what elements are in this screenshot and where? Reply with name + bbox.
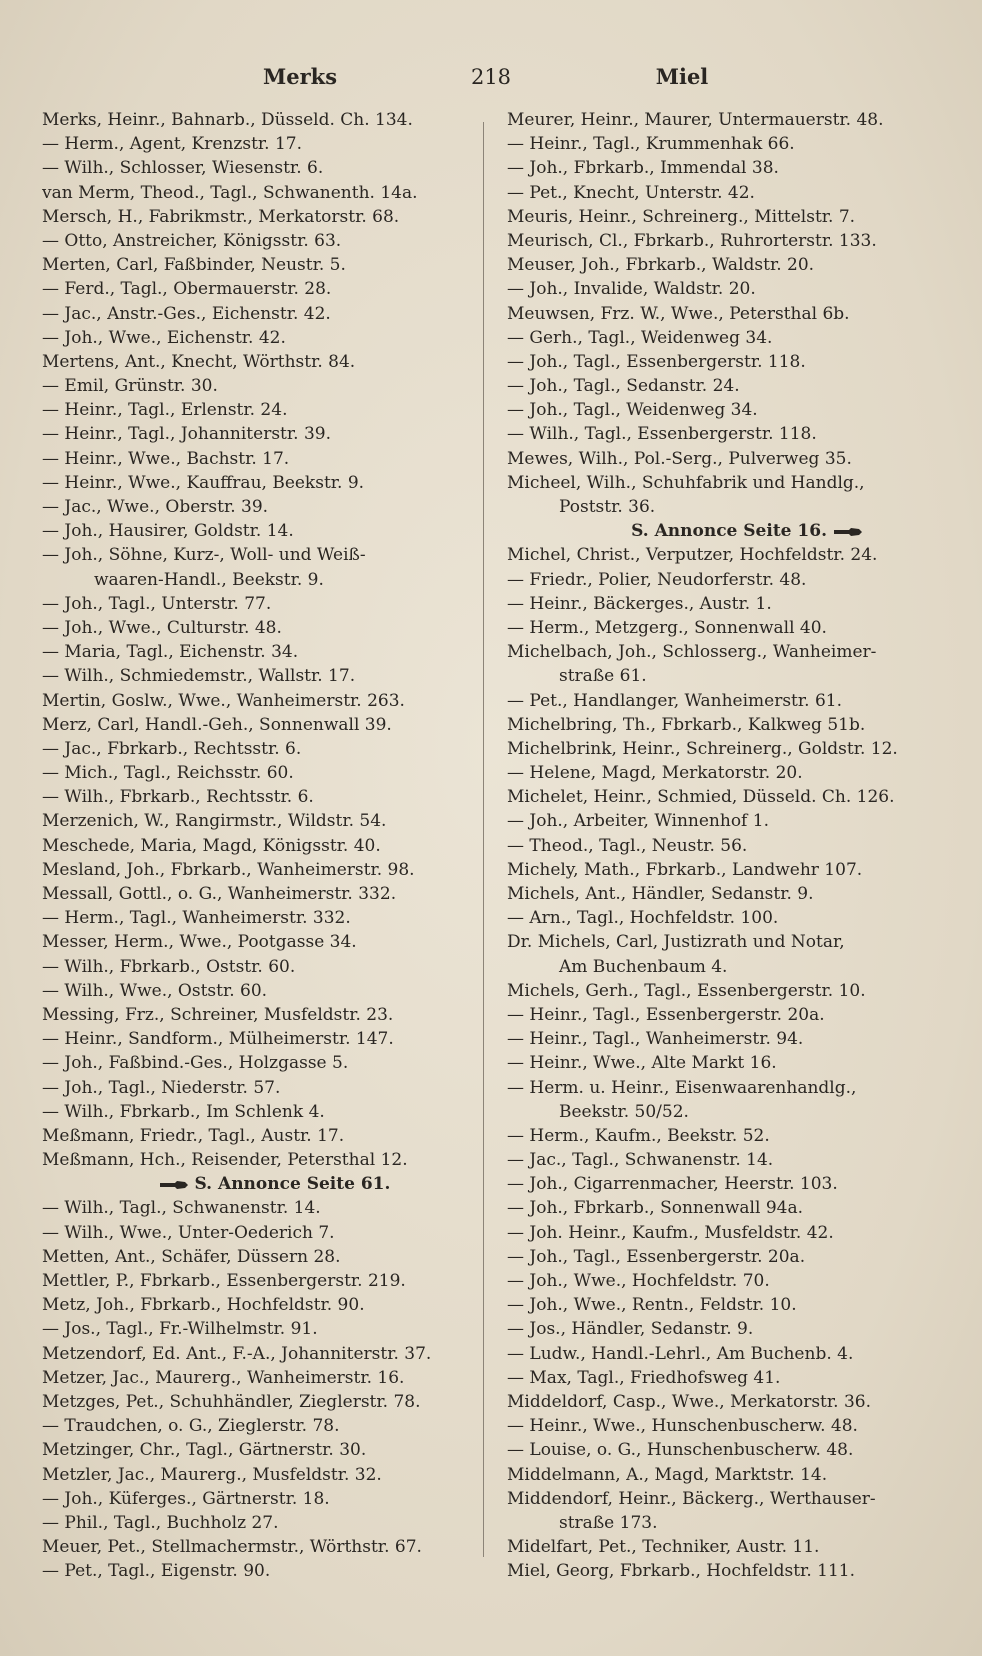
entry-text: Metzer, Jac., Maurerg., Wanheimerstr. 16. [42, 1367, 405, 1388]
right-column-entry [507, 979, 947, 1003]
left-column-entry [42, 1559, 467, 1583]
right-column-entry [507, 1317, 947, 1341]
entry-text: Mersch, H., Fabrikmstr., Merkatorstr. 68. [42, 206, 400, 227]
right-column-entry [507, 1196, 947, 1220]
entry-text: — Heinr., Tagl., Essenbergerstr. 20a. [507, 1004, 825, 1025]
entry-text: — Heinr., Sandform., Mülheimerstr. 147. [42, 1029, 394, 1050]
left-column-entry [42, 181, 467, 205]
left-column-entry [42, 1076, 467, 1100]
entry-text: Michelbach, Joh., Schlosserg., Wanheimer- [507, 642, 877, 663]
entry-text: — Joh., Wwe., Eichenstr. 42. [42, 327, 286, 348]
right-column-entry [507, 108, 947, 132]
entry-text: Meßmann, Friedr., Tagl., Austr. 17. [42, 1125, 345, 1146]
entry-text: straße 173. [559, 1512, 658, 1533]
right-column-entry [507, 374, 947, 398]
entry-text: Middeldorf, Casp., Wwe., Merkatorstr. 36. [507, 1391, 871, 1412]
entry-text: Meuer, Pet., Stellmachermstr., Wörthstr. 67. [42, 1537, 422, 1558]
entry-text: — Joh., Wwe., Culturstr. 48. [42, 617, 282, 638]
entry-text: — Otto, Anstreicher, Königsstr. 63. [42, 230, 342, 251]
entry-text: Meschede, Maria, Magd, Königsstr. 40. [42, 835, 381, 856]
right-column-entry [507, 253, 947, 277]
right-column-entry [507, 1559, 947, 1583]
left-column-entry [42, 785, 467, 809]
left-column-entry [42, 979, 467, 1003]
entry-text: Meuris, Heinr., Schreinerg., Mittelstr. 7. [507, 206, 856, 227]
left-column-entry [42, 1390, 467, 1414]
left-column-entry [42, 1124, 467, 1148]
entry-text: — Joh., Tagl., Essenbergerstr. 118. [507, 351, 806, 372]
entry-text: Michel, Christ., Verputzer, Hochfeldstr. 24. [507, 545, 878, 566]
entry-text: — Joh. Heinr., Kaufm., Musfeldstr. 42. [507, 1222, 834, 1243]
entry-text: — Heinr., Wwe., Alte Markt 16. [507, 1053, 777, 1074]
left-column-entry [42, 592, 467, 616]
right-column-entry [507, 543, 947, 567]
entry-text: — Wilh., Schmiedemstr., Wallstr. 17. [42, 666, 356, 687]
right-column-entry [507, 1269, 947, 1293]
entry-text: — Heinr., Tagl., Johanniterstr. 39. [42, 424, 331, 445]
right-column-entry [507, 955, 947, 979]
right-column-entry [507, 616, 947, 640]
entry-text: van Merm, Theod., Tagl., Schwanenth. 14a. [42, 182, 418, 203]
left-column-entry [42, 761, 467, 785]
entry-text: — Wilh., Fbrkarb., Im Schlenk 4. [42, 1101, 325, 1122]
right-column-entry [507, 422, 947, 446]
entry-text: Metten, Ant., Schäfer, Düssern 28. [42, 1246, 341, 1267]
left-column-entry [42, 1511, 467, 1535]
entry-text: — Heinr., Bäckerges., Austr. 1. [507, 593, 772, 614]
entry-text: Merz, Carl, Handl.-Geh., Sonnenwall 39. [42, 714, 392, 735]
left-column-entry [42, 930, 467, 954]
left-column-entry [42, 350, 467, 374]
entry-text: Metzinger, Chr., Tagl., Gärtnerstr. 30. [42, 1440, 367, 1461]
entry-text: S. Annonce Seite 16. [631, 521, 827, 542]
right-column-entry [507, 302, 947, 326]
right-column-entry [507, 1076, 947, 1100]
entry-text: — Gerh., Tagl., Weidenweg 34. [507, 327, 773, 348]
left-column-entry [42, 1317, 467, 1341]
right-column-entry [507, 132, 947, 156]
left-column-entry [42, 1148, 467, 1172]
left-column-entry [42, 737, 467, 761]
right-column-entry [507, 664, 947, 688]
entry-text: — Theod., Tagl., Neustr. 56. [507, 835, 748, 856]
header-first-entry: Merks [262, 64, 338, 89]
entry-text: — Jos., Tagl., Fr.-Wilhelmstr. 91. [42, 1319, 318, 1340]
pointing-hand-icon [159, 1179, 189, 1191]
right-column-entry [507, 1124, 947, 1148]
right-column-entry [507, 1535, 947, 1559]
entry-text: — Joh., Wwe., Hochfeldstr. 70. [507, 1271, 770, 1291]
right-column-entry [507, 858, 947, 882]
entry-text: — Wilh., Wwe., Unter-Oederich 7. [42, 1222, 335, 1243]
entry-text: — Ludw., Handl.-Lehrl., Am Buchenb. 4. [507, 1343, 854, 1364]
entry-text: — Maria, Tagl., Eichenstr. 34. [42, 642, 299, 663]
entry-text: — Pet., Handlanger, Wanheimerstr. 61. [507, 690, 842, 711]
left-column-entry [42, 447, 467, 471]
entry-text: — Joh., Faßbind.-Ges., Holzgasse 5. [42, 1053, 349, 1074]
entry-text: Meßmann, Hch., Reisender, Petersthal 12. [42, 1150, 408, 1171]
entry-text: — Joh., Tagl., Unterstr. 77. [42, 593, 272, 614]
right-column-entry [507, 447, 947, 471]
entry-text: — Joh., Küferges., Gärtnerstr. 18. [42, 1488, 330, 1509]
entry-text: — Wilh., Tagl., Schwanenstr. 14. [42, 1198, 321, 1219]
entry-text: — Heinr., Tagl., Wanheimerstr. 94. [507, 1029, 804, 1050]
entry-text: — Wilh., Tagl., Essenbergerstr. 118. [507, 424, 817, 445]
left-column-entry [42, 422, 467, 446]
right-column-entry [507, 1414, 947, 1438]
entry-text: — Joh., Söhne, Kurz-, Woll- und Weiß- [42, 545, 366, 566]
entry-text: Michelet, Heinr., Schmied, Düsseld. Ch. 126. [507, 787, 895, 808]
left-column-entry [42, 374, 467, 398]
entry-text: — Wilh., Fbrkarb., Oststr. 60. [42, 956, 296, 977]
entry-text: Meuser, Joh., Fbrkarb., Waldstr. 20. [507, 255, 815, 276]
right-column-entry [507, 1293, 947, 1317]
header-last-entry: Miel [655, 64, 709, 89]
entry-text: Mertin, Goslw., Wwe., Wanheimerstr. 263. [42, 690, 405, 711]
entry-text: — Wilh., Fbrkarb., Rechtsstr. 6. [42, 787, 314, 808]
left-column-entry [42, 809, 467, 833]
entry-text: — Joh., Hausirer, Goldstr. 14. [42, 521, 294, 542]
left-column-entry [42, 858, 467, 882]
left-column-entry [42, 471, 467, 495]
entry-text: Middelmann, A., Magd, Marktstr. 14. [507, 1464, 828, 1485]
entry-text: Middendorf, Heinr., Bäckerg., Werthauser- [507, 1488, 876, 1509]
entry-text: Mertens, Ant., Knecht, Wörthstr. 84. [42, 351, 356, 372]
entry-text: — Jac., Fbrkarb., Rechtsstr. 6. [42, 738, 302, 759]
entry-text: waaren-Handl., Beekstr. 9. [94, 569, 324, 590]
right-column-entry [507, 737, 947, 761]
entry-text: Miel, Georg, Fbrkarb., Hochfeldstr. 111. [507, 1561, 855, 1582]
entry-text: — Jac., Wwe., Oberstr. 39. [42, 497, 269, 517]
entry-text: S. Annonce Seite 61. [194, 1174, 391, 1195]
left-column-entry [42, 1342, 467, 1366]
left-column-entry [42, 1487, 467, 1511]
right-column-entry [507, 1221, 947, 1245]
right-column-entry [507, 834, 947, 858]
entry-text: — Joh., Tagl., Essenbergerstr. 20a. [507, 1246, 806, 1267]
entry-text: Metz, Joh., Fbrkarb., Hochfeldstr. 90. [42, 1295, 365, 1316]
entry-text: — Herm., Agent, Krenzstr. 17. [42, 134, 303, 155]
entry-text: Meuwsen, Frz. W., Wwe., Petersthal 6b. [507, 303, 850, 324]
entry-text: — Wilh., Wwe., Oststr. 60. [42, 980, 268, 1001]
entry-text: Merzenich, W., Rangirmstr., Wildstr. 54. [42, 811, 387, 832]
left-column-entry [42, 1438, 467, 1462]
entry-text: Michels, Ant., Händler, Sedanstr. 9. [507, 884, 814, 904]
right-column-entry [507, 1148, 947, 1172]
left-column-entry [42, 519, 467, 543]
entry-text: — Friedr., Polier, Neudorferstr. 48. [507, 569, 807, 590]
entry-text: Beekstr. 50/52. [559, 1101, 689, 1122]
entry-text: Messing, Frz., Schreiner, Musfeldstr. 23. [42, 1004, 394, 1025]
entry-text: Merten, Carl, Faßbinder, Neustr. 5. [42, 255, 346, 276]
entry-text: — Arn., Tagl., Hochfeldstr. 100. [507, 908, 779, 929]
advertisement-reference [42, 1172, 467, 1196]
entry-text: Dr. Michels, Carl, Justizrath und Notar, [507, 932, 845, 953]
page-header [0, 62, 982, 98]
right-column-entry [507, 350, 947, 374]
entry-text: — Herm., Kaufm., Beekstr. 52. [507, 1125, 770, 1146]
left-column-entry [42, 398, 467, 422]
left-column-entry [42, 1051, 467, 1075]
right-column-entry [507, 1487, 947, 1511]
left-column-entry [42, 713, 467, 737]
left-column-entry [42, 664, 467, 688]
entry-text: Messer, Herm., Wwe., Pootgasse 34. [42, 932, 357, 953]
entry-text: — Heinr., Tagl., Erlenstr. 24. [42, 400, 288, 421]
entry-text: Merks, Heinr., Bahnarb., Düsseld. Ch. 134. [42, 110, 413, 130]
entry-text: — Herm., Tagl., Wanheimerstr. 332. [42, 908, 351, 929]
left-column-entry [42, 955, 467, 979]
left-column-entry [42, 1245, 467, 1269]
entry-text: Midelfart, Pet., Techniker, Austr. 11. [507, 1537, 820, 1558]
entry-text: — Joh., Arbeiter, Winnenhof 1. [507, 811, 769, 832]
right-column-entry [507, 277, 947, 301]
left-column-entry [42, 834, 467, 858]
entry-text: — Herm. u. Heinr., Eisenwaarenhandlg., [507, 1077, 857, 1098]
right-column-entry [507, 761, 947, 785]
entry-text: — Heinr., Wwe., Hunschenbuscherw. 48. [507, 1416, 858, 1437]
left-column-entry [42, 882, 467, 906]
entry-text: Michelbring, Th., Fbrkarb., Kalkweg 51b. [507, 714, 866, 735]
right-column-entry [507, 326, 947, 350]
left-column-entry [42, 640, 467, 664]
right-column-entry [507, 930, 947, 954]
advertisement-reference [507, 519, 947, 543]
right-column-entry [507, 568, 947, 592]
left-column-entry [42, 1100, 467, 1124]
right-column-entry [507, 809, 947, 833]
entry-text: — Mich., Tagl., Reichsstr. 60. [42, 763, 294, 784]
entry-text: — Heinr., Tagl., Krummenhak 66. [507, 134, 795, 155]
entry-text: — Traudchen, o. G., Zieglerstr. 78. [42, 1416, 340, 1437]
right-column-entry [507, 398, 947, 422]
entry-text: — Louise, o. G., Hunschenbuscherw. 48. [507, 1440, 854, 1461]
entry-text: Micheel, Wilh., Schuhfabrik und Handlg., [507, 472, 865, 493]
entry-text: Metzler, Jac., Maurerg., Musfeldstr. 32. [42, 1464, 382, 1485]
left-column-entry [42, 253, 467, 277]
right-column [507, 108, 947, 1583]
right-column-entry [507, 906, 947, 930]
right-column-entry [507, 1366, 947, 1390]
entry-text: Am Buchenbaum 4. [559, 956, 728, 977]
left-column-entry [42, 616, 467, 640]
left-column-entry [42, 326, 467, 350]
right-column-entry [507, 1172, 947, 1196]
left-column-entry [42, 543, 467, 567]
entry-text: straße 61. [559, 666, 647, 687]
left-column-entry [42, 1221, 467, 1245]
entry-text: — Heinr., Wwe., Bachstr. 17. [42, 448, 290, 469]
right-column-entry [507, 1390, 947, 1414]
left-column-entry [42, 689, 467, 713]
entry-text: Michels, Gerh., Tagl., Essenbergerstr. 10. [507, 980, 866, 1001]
entry-text: — Jac., Anstr.-Ges., Eichenstr. 42. [42, 303, 331, 324]
entry-text: — Pet., Tagl., Eigenstr. 90. [42, 1561, 271, 1582]
left-column-entry [42, 1293, 467, 1317]
right-column-entry [507, 882, 947, 906]
right-column-entry [507, 1245, 947, 1269]
entry-text: Poststr. 36. [559, 497, 656, 517]
right-column-entry [507, 785, 947, 809]
right-column-entry [507, 713, 947, 737]
left-column-entry [42, 205, 467, 229]
entry-text: Mewes, Wilh., Pol.-Serg., Pulverweg 35. [507, 448, 852, 469]
entry-text: Meurer, Heinr., Maurer, Untermauerstr. 48. [507, 110, 884, 130]
right-column-entry [507, 471, 947, 495]
left-column-entry [42, 277, 467, 301]
entry-text: Michely, Math., Fbrkarb., Landwehr 107. [507, 859, 863, 880]
entry-text: — Herm., Metzgerg., Sonnenwall 40. [507, 617, 827, 638]
entry-text: — Phil., Tagl., Buchholz 27. [42, 1512, 279, 1533]
left-column-entry [42, 1027, 467, 1051]
right-column-entry [507, 689, 947, 713]
entry-text: — Joh., Cigarrenmacher, Heerstr. 103. [507, 1174, 838, 1195]
entry-text: — Jos., Händler, Sedanstr. 9. [507, 1319, 754, 1340]
entry-text: — Joh., Invalide, Waldstr. 20. [507, 279, 756, 300]
right-column-entry [507, 229, 947, 253]
entry-text: Messall, Gottl., o. G., Wanheimerstr. 332. [42, 884, 397, 904]
left-column-entry [42, 1414, 467, 1438]
entry-text: — Joh., Tagl., Weidenweg 34. [507, 400, 758, 421]
entry-text: — Joh., Fbrkarb., Immendal 38. [507, 158, 779, 179]
left-column-entry [42, 1196, 467, 1220]
right-column-entry [507, 1511, 947, 1535]
left-column-entry [42, 302, 467, 326]
left-column-entry [42, 132, 467, 156]
left-column-entry [42, 495, 467, 519]
left-column-entry [42, 156, 467, 180]
right-column-entry [507, 181, 947, 205]
right-column-entry [507, 640, 947, 664]
left-column-entry [42, 568, 467, 592]
entry-text: — Joh., Wwe., Rentn., Feldstr. 10. [507, 1295, 797, 1316]
entry-text: Michelbrink, Heinr., Schreinerg., Goldstr. 12. [507, 738, 898, 759]
entry-text: Meurisch, Cl., Fbrkarb., Ruhrorterstr. 133. [507, 230, 877, 251]
entry-text: — Helene, Magd, Merkatorstr. 20. [507, 763, 803, 784]
left-column [42, 108, 467, 1583]
left-column-entry [42, 1463, 467, 1487]
entry-text: — Joh., Tagl., Sedanstr. 24. [507, 376, 740, 397]
right-column-entry [507, 1342, 947, 1366]
right-column-entry [507, 1438, 947, 1462]
pointing-hand-icon [833, 526, 863, 538]
left-column-entry [42, 108, 467, 132]
entry-text: — Pet., Knecht, Unterstr. 42. [507, 182, 755, 203]
left-column-entry [42, 1366, 467, 1390]
page-number: 218 [470, 65, 512, 89]
entry-text: — Joh., Fbrkarb., Sonnenwall 94a. [507, 1198, 803, 1219]
left-column-entry [42, 906, 467, 930]
right-column-entry [507, 495, 947, 519]
right-column-entry [507, 1027, 947, 1051]
left-column-entry [42, 1269, 467, 1293]
entry-text: Mesland, Joh., Fbrkarb., Wanheimerstr. 98. [42, 859, 415, 880]
right-column-entry [507, 1463, 947, 1487]
left-column-entry [42, 229, 467, 253]
entry-text: Metzges, Pet., Schuhhändler, Zieglerstr. 78. [42, 1391, 421, 1412]
entry-text: Mettler, P., Fbrkarb., Essenbergerstr. 219. [42, 1271, 406, 1291]
right-column-entry [507, 1051, 947, 1075]
right-column-entry [507, 1003, 947, 1027]
right-column-entry [507, 1100, 947, 1124]
column-divider [483, 122, 484, 1557]
entry-text: — Heinr., Wwe., Kauffrau, Beekstr. 9. [42, 472, 365, 493]
left-column-entry [42, 1003, 467, 1027]
right-column-entry [507, 205, 947, 229]
left-column-entry [42, 1535, 467, 1559]
entry-text: — Max, Tagl., Friedhofsweg 41. [507, 1367, 781, 1388]
entry-text: — Jac., Tagl., Schwanenstr. 14. [507, 1150, 774, 1171]
entry-text: — Emil, Grünstr. 30. [42, 376, 218, 397]
entry-text: — Ferd., Tagl., Obermauerstr. 28. [42, 279, 332, 300]
entry-text: — Joh., Tagl., Niederstr. 57. [42, 1077, 281, 1098]
entry-text: Metzendorf, Ed. Ant., F.-A., Johanniterstr. 37. [42, 1343, 432, 1364]
entry-text: — Wilh., Schlosser, Wiesenstr. 6. [42, 158, 324, 179]
right-column-entry [507, 592, 947, 616]
right-column-entry [507, 156, 947, 180]
